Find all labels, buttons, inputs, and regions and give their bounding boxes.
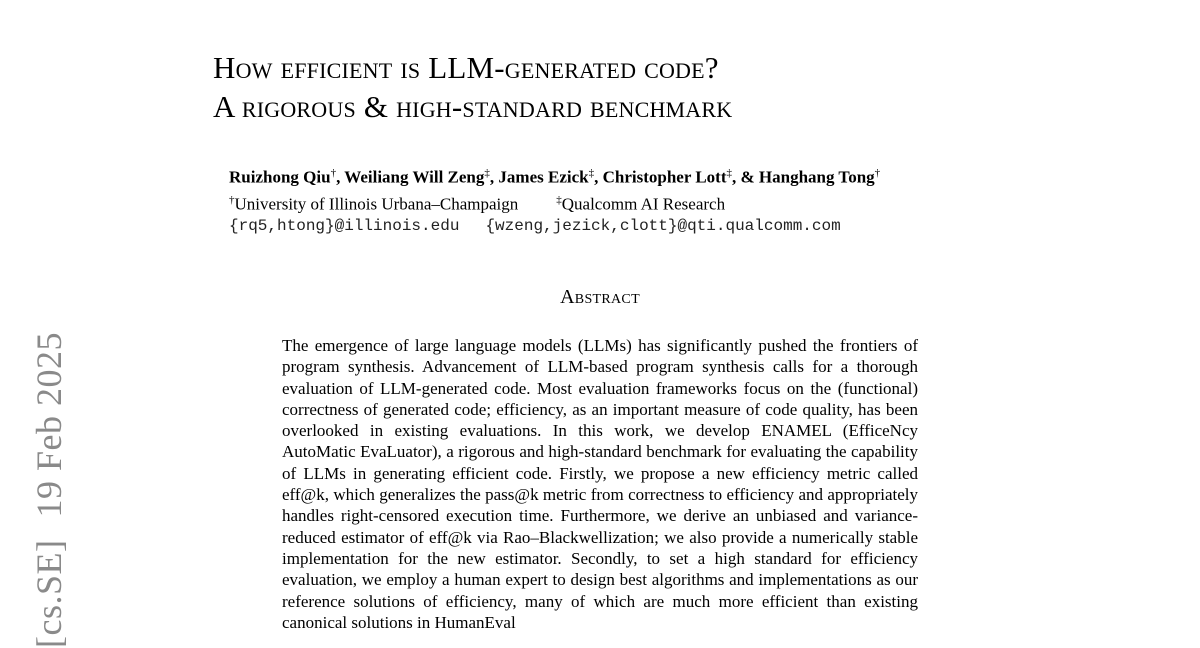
affiliation-mark: ‡ [556, 193, 562, 206]
paper-title [213, 48, 732, 126]
author-name: James Ezick [498, 167, 589, 187]
affiliations [229, 189, 880, 216]
abstract-body [282, 335, 918, 633]
author-mark: † [874, 167, 881, 179]
title-line-2: A rigorous & high-standard benchmark [213, 89, 733, 124]
author-name: Ruizhong Qiu [229, 167, 331, 187]
author-mark: † [330, 167, 337, 179]
author-mark: ‡ [484, 167, 490, 179]
affiliation-mark: † [229, 193, 235, 206]
title-line-1: How efficient is LLM-generated code? [213, 50, 719, 85]
affiliation-name: Qualcomm AI Research [561, 194, 726, 214]
arxiv-category: [cs.SE] [29, 539, 69, 648]
arxiv-date: 19 Feb 2025 [29, 332, 69, 518]
author-emails [229, 215, 880, 237]
author-name: Hanghang Tong [758, 167, 875, 187]
author-mark: ‡ [588, 167, 595, 179]
author-name: Weiliang Will Zeng [344, 167, 485, 187]
author-names: Ruizhong Qiu†, Weiliang Will Zeng‡, James Ezick‡, Christopher Lott‡, & Hanghang Tong† [229, 167, 881, 187]
author-mark: ‡ [726, 167, 732, 179]
arxiv-margin-stamp [28, 332, 70, 648]
email-link[interactable]: {rq5,htong}@illinois.edu [229, 217, 460, 236]
affiliation-name: University of Illinois Urbana–Champaign [234, 194, 519, 214]
abstract-heading: Abstract [560, 286, 640, 308]
author-name: Christopher Lott [602, 167, 727, 187]
abstract-text: The emergence of large language models (LLMs) has significantly pushed the frontiers of program synthesis. Advancement of LLM-based program synthesis calls for a thorough evaluation of LLM-generated code. Most evaluation frameworks focus on the (functional) correctness of generated code; efficiency, as an important measure of code quality, has been overlooked in existing evaluations. In this work, we develop ENAMEL (EfficeNcy AutoMatic EvaLuator), a rigorous and high-standard benchmark for evaluating the capability of LLMs in generating efficient code. Firstly, we propose a new efficiency metric called eff@k, which generalizes the pass@k metric from correctness to efficiency and appropriately handles right-censored execution time. Furthermore, we derive an unbiased and variance-reduced estimator of eff@k via Rao–Blackwellization; we also provide a numerically stable implementation for the new estimator. Secondly, to set a high standard for efficiency evaluation, we employ a human expert to design best algorithms and implementations as our reference solutions of efficiency, many of which are much more efficient than existing canonical solutions in HumanEval [282, 336, 918, 632]
email-link[interactable]: {wzeng,jezick,clott}@qti.qualcomm.com [485, 217, 841, 236]
author-block [229, 162, 880, 237]
